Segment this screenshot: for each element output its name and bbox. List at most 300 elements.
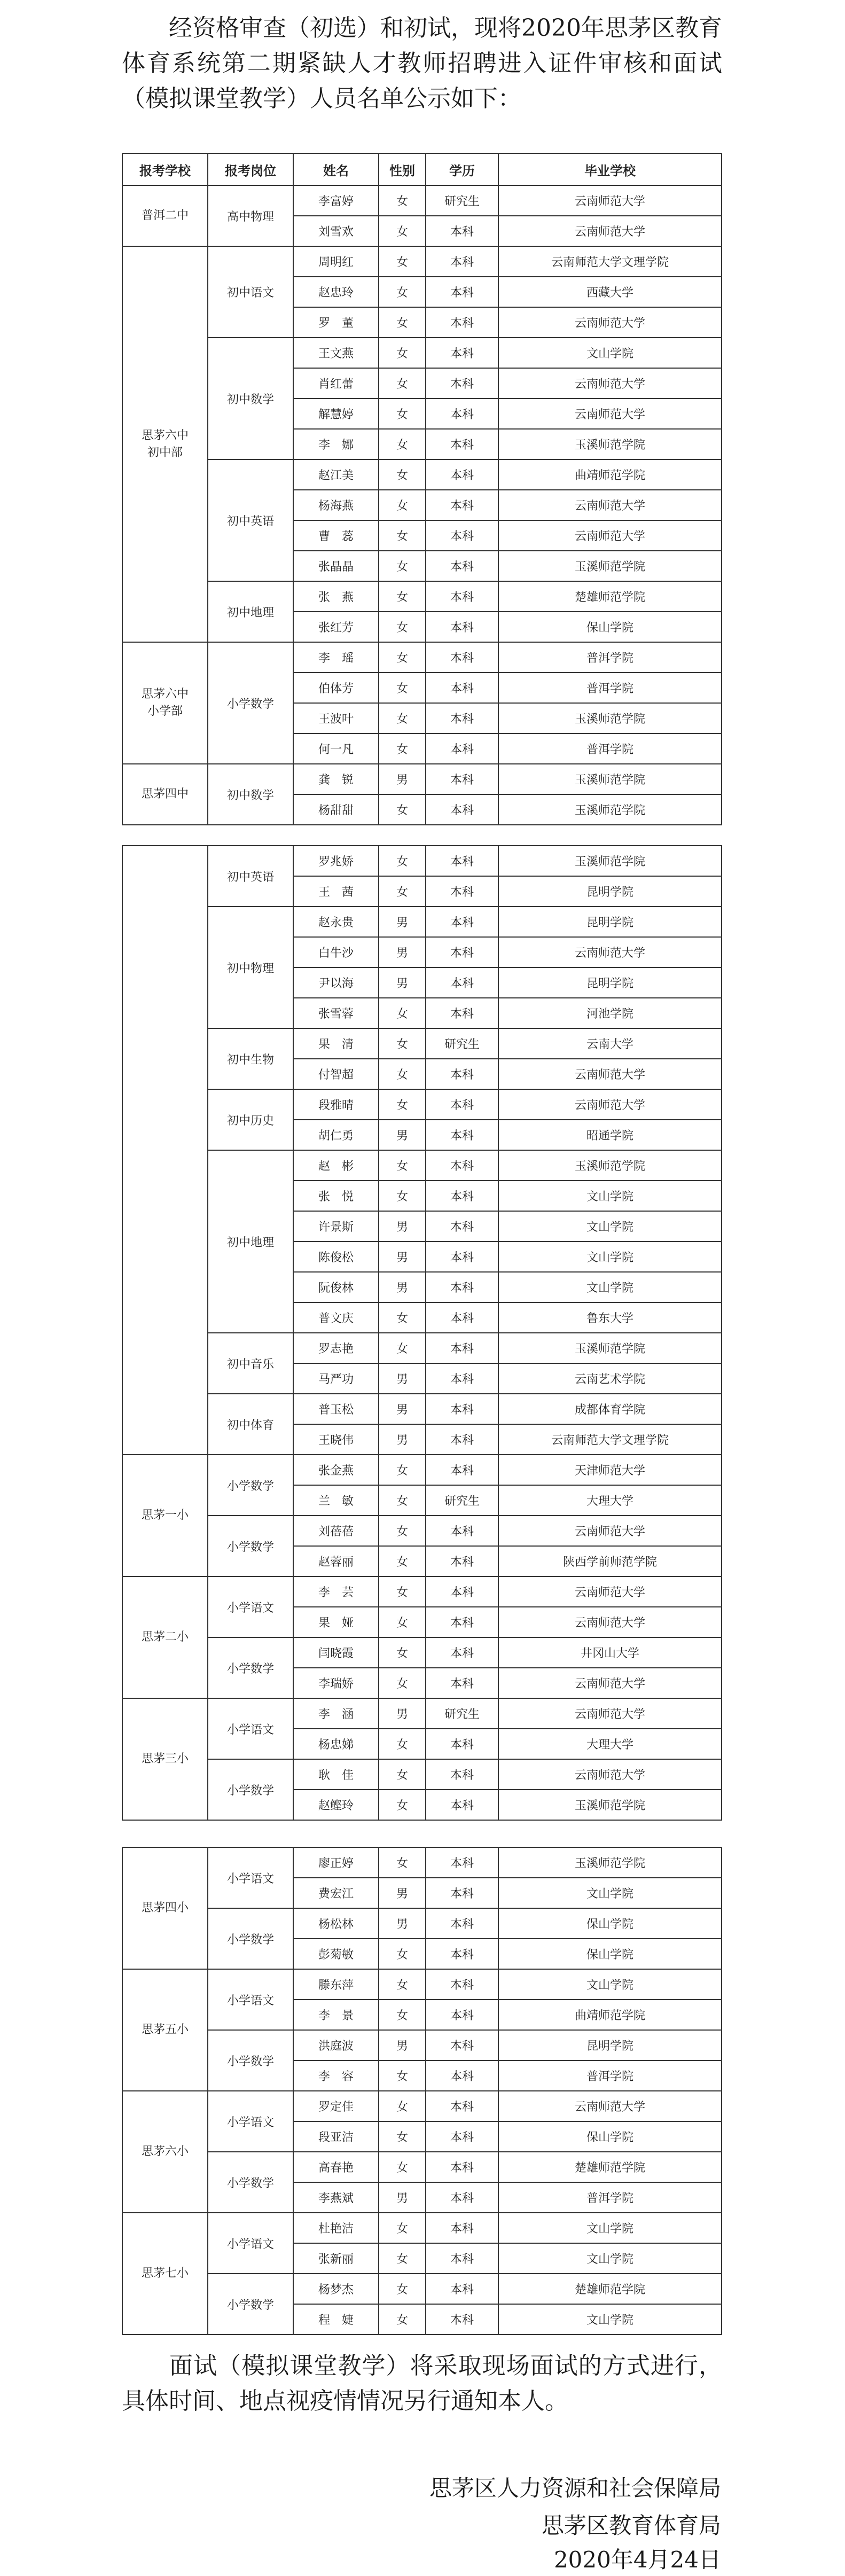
person-graduate-school: 玉溪师范学院 [498,703,722,733]
table-row [122,2030,722,2060]
closing-paragraph [122,2348,722,2419]
person-gender: 女 [379,2304,426,2335]
person-name: 赵 彬 [293,1150,379,1181]
school-cell: 思茅七小 [122,2213,208,2335]
table-row [122,2213,722,2243]
person-education: 本科 [426,703,498,733]
post-cell: 高中物理 [208,185,293,246]
person-gender: 女 [379,846,426,876]
person-name: 杨忠娣 [293,1729,379,1759]
person-graduate-school: 大理大学 [498,1485,722,1516]
person-education: 本科 [426,1181,498,1211]
person-name: 李 景 [293,2000,379,2030]
person-education: 本科 [426,1516,498,1546]
person-graduate-school: 玉溪师范学院 [498,551,722,581]
person-gender: 女 [379,520,426,551]
post-cell: 小学数学 [208,1637,293,1698]
person-name: 张雪蓉 [293,998,379,1028]
school-cell: 思茅五小 [122,1969,208,2091]
signature-org-1: 思茅区人力资源和社会保障局 [429,2475,721,2501]
column-header: 学历 [426,153,498,185]
person-graduate-school: 普洱学院 [498,642,722,673]
person-gender: 女 [379,2274,426,2304]
person-name: 彭菊敏 [293,1939,379,1969]
person-education: 研究生 [426,1028,498,1059]
school-cell [122,846,208,1455]
person-education: 本科 [426,1847,498,1878]
post-cell: 初中体育 [208,1394,293,1455]
person-name: 程 婕 [293,2304,379,2335]
person-education: 本科 [426,246,498,277]
person-name: 段亚洁 [293,2121,379,2152]
person-gender: 女 [379,1969,426,2000]
person-graduate-school: 玉溪师范学院 [498,794,722,825]
person-gender: 男 [379,1878,426,1908]
person-education: 本科 [426,998,498,1028]
table-row [122,846,722,876]
person-education: 本科 [426,1089,498,1120]
person-name: 杨甜甜 [293,794,379,825]
table-row [122,2152,722,2182]
person-graduate-school: 楚雄师范学院 [498,2152,722,2182]
person-name: 许景斯 [293,1211,379,1242]
person-education: 本科 [426,1607,498,1637]
post-cell: 小学语文 [208,1847,293,1908]
person-graduate-school: 云南师范大学 [498,307,722,338]
person-graduate-school: 文山学院 [498,1969,722,2000]
person-graduate-school: 昆明学院 [498,876,722,907]
person-education: 本科 [426,1150,498,1181]
person-education: 本科 [426,277,498,307]
table-row [122,1847,722,1878]
person-education: 本科 [426,1729,498,1759]
person-graduate-school: 云南师范大学 [498,1576,722,1607]
post-cell: 初中生物 [208,1028,293,1089]
person-graduate-school: 大理大学 [498,1729,722,1759]
person-name: 果 娅 [293,1607,379,1637]
table-row [122,1698,722,1729]
person-graduate-school: 天津师范大学 [498,1455,722,1485]
person-graduate-school: 井冈山大学 [498,1637,722,1668]
person-graduate-school: 云南师范大学文理学院 [498,246,722,277]
table-header-row [122,153,722,185]
post-cell: 小学语文 [208,1969,293,2030]
signature-org-2: 思茅区教育体育局 [541,2512,721,2539]
person-name: 罗定佳 [293,2091,379,2121]
person-gender: 女 [379,2060,426,2091]
person-name: 李燕斌 [293,2182,379,2213]
school-cell: 思茅六小 [122,2091,208,2213]
person-gender: 女 [379,338,426,368]
table-row [122,764,722,794]
school-cell: 普洱二中 [122,185,208,246]
person-graduate-school: 云南师范大学 [498,1698,722,1729]
person-gender: 女 [379,673,426,703]
person-graduate-school: 文山学院 [498,2213,722,2243]
person-education: 研究生 [426,1698,498,1729]
person-name: 李瑞娇 [293,1668,379,1698]
person-gender: 女 [379,399,426,429]
person-education: 本科 [426,551,498,581]
person-graduate-school: 玉溪师范学院 [498,1790,722,1820]
person-education: 本科 [426,673,498,703]
person-gender: 男 [379,1908,426,1939]
person-name: 果 清 [293,1028,379,1059]
school-cell: 思茅六中 初中部 [122,246,208,642]
person-gender: 女 [379,581,426,612]
post-cell: 初中数学 [208,338,293,459]
person-gender: 女 [379,277,426,307]
person-gender: 女 [379,2121,426,2152]
post-cell: 小学数学 [208,2152,293,2213]
person-gender: 女 [379,216,426,246]
person-name: 兰 敏 [293,1485,379,1516]
person-graduate-school: 云南师范大学 [498,1607,722,1637]
person-name: 肖红蕾 [293,368,379,399]
person-education: 本科 [426,1242,498,1272]
person-name: 王文燕 [293,338,379,368]
person-education: 本科 [426,1908,498,1939]
person-name: 李 涵 [293,1698,379,1729]
person-name: 张 燕 [293,581,379,612]
person-education: 本科 [426,459,498,490]
person-education: 本科 [426,399,498,429]
table-row [122,1394,722,1424]
table-row [122,581,722,612]
person-graduate-school: 云南师范大学 [498,1089,722,1120]
person-graduate-school: 昆明学院 [498,2030,722,2060]
person-graduate-school: 文山学院 [498,2304,722,2335]
person-graduate-school: 文山学院 [498,338,722,368]
person-graduate-school: 玉溪师范学院 [498,846,722,876]
person-graduate-school: 楚雄师范学院 [498,581,722,612]
person-gender: 女 [379,703,426,733]
person-graduate-school: 云南师范大学 [498,368,722,399]
person-name: 李 娜 [293,429,379,459]
person-education: 本科 [426,429,498,459]
person-gender: 男 [379,1698,426,1729]
person-graduate-school: 云南艺术学院 [498,1363,722,1394]
table-row [122,1576,722,1607]
person-education: 本科 [426,307,498,338]
person-name: 刘蓓蓓 [293,1516,379,1546]
table-row [122,1028,722,1059]
person-gender: 女 [379,490,426,520]
person-graduate-school: 普洱学院 [498,673,722,703]
person-gender: 女 [379,733,426,764]
person-name: 曹 蕊 [293,520,379,551]
person-education: 本科 [426,2243,498,2274]
person-name: 李 瑶 [293,642,379,673]
person-gender: 男 [379,1272,426,1302]
person-graduate-school: 文山学院 [498,1272,722,1302]
person-education: 本科 [426,2182,498,2213]
table-row [122,1333,722,1363]
person-education: 本科 [426,1211,498,1242]
person-graduate-school: 云南师范大学 [498,399,722,429]
person-gender: 女 [379,1516,426,1546]
person-graduate-school: 文山学院 [498,1211,722,1242]
person-graduate-school: 成都体育学院 [498,1394,722,1424]
person-name: 伯体芳 [293,673,379,703]
post-cell: 初中数学 [208,764,293,825]
person-education: 本科 [426,794,498,825]
person-education: 本科 [426,876,498,907]
person-education: 本科 [426,642,498,673]
person-gender: 女 [379,1028,426,1059]
person-name: 张晶晶 [293,551,379,581]
person-graduate-school: 保山学院 [498,612,722,642]
person-education: 本科 [426,1363,498,1394]
person-graduate-school: 昆明学院 [498,967,722,998]
person-gender: 男 [379,1363,426,1394]
person-gender: 女 [379,2091,426,2121]
table-row [122,1637,722,1668]
person-name: 赵永贵 [293,907,379,937]
person-name: 马严功 [293,1363,379,1394]
post-cell: 小学数学 [208,1516,293,1576]
person-name: 阮俊林 [293,1272,379,1302]
person-education: 本科 [426,1272,498,1302]
person-education: 研究生 [426,1485,498,1516]
roster-table-3 [122,1847,722,2335]
person-gender: 女 [379,1181,426,1211]
person-gender: 女 [379,1759,426,1790]
person-gender: 女 [379,1847,426,1878]
person-education: 本科 [426,937,498,967]
person-name: 普文庆 [293,1302,379,1333]
person-name: 杨松林 [293,1908,379,1939]
person-graduate-school: 云南师范大学 [498,1516,722,1546]
person-graduate-school: 普洱学院 [498,733,722,764]
person-gender: 女 [379,1485,426,1516]
person-graduate-school: 玉溪师范学院 [498,764,722,794]
person-name: 杨海燕 [293,490,379,520]
post-cell: 初中地理 [208,581,293,642]
person-education: 本科 [426,733,498,764]
person-name: 赵忠玲 [293,277,379,307]
person-gender: 女 [379,1668,426,1698]
person-name: 龚 锐 [293,764,379,794]
person-education: 本科 [426,1939,498,1969]
person-education: 本科 [426,1637,498,1668]
person-gender: 女 [379,612,426,642]
person-education: 本科 [426,368,498,399]
person-name: 胡仁勇 [293,1120,379,1150]
person-education: 本科 [426,907,498,937]
person-education: 本科 [426,1424,498,1455]
person-name: 张 悦 [293,1181,379,1211]
table-row [122,1516,722,1546]
person-education: 本科 [426,2030,498,2060]
person-gender: 男 [379,1120,426,1150]
post-cell: 初中英语 [208,846,293,907]
table-row [122,1089,722,1120]
person-graduate-school: 云南师范大学 [498,1059,722,1089]
column-header: 毕业学校 [498,153,722,185]
person-name: 王波叶 [293,703,379,733]
person-graduate-school: 云南师范大学 [498,1668,722,1698]
person-name: 耿 佳 [293,1759,379,1790]
school-cell: 思茅四小 [122,1847,208,1969]
person-education: 本科 [426,967,498,998]
table-row [122,1969,722,2000]
person-graduate-school: 文山学院 [498,1878,722,1908]
person-name: 罗志艳 [293,1333,379,1363]
person-gender: 女 [379,998,426,1028]
person-education: 本科 [426,1333,498,1363]
person-graduate-school: 文山学院 [498,1181,722,1211]
post-cell: 小学语文 [208,1698,293,1759]
person-gender: 女 [379,1455,426,1485]
school-cell: 思茅二小 [122,1576,208,1698]
person-name: 刘雪欢 [293,216,379,246]
table-row [122,2091,722,2121]
post-cell: 小学数学 [208,2274,293,2335]
table-row [122,1908,722,1939]
table-row [122,246,722,277]
person-gender: 女 [379,246,426,277]
person-name: 白牛沙 [293,937,379,967]
person-graduate-school: 玉溪师范学院 [498,1150,722,1181]
person-name: 李 容 [293,2060,379,2091]
person-gender: 男 [379,1394,426,1424]
post-cell: 初中音乐 [208,1333,293,1394]
person-education: 本科 [426,490,498,520]
person-graduate-school: 云南师范大学 [498,937,722,967]
person-graduate-school: 普洱学院 [498,2060,722,2091]
person-education: 本科 [426,1546,498,1576]
person-gender: 男 [379,2182,426,2213]
person-name: 高春艳 [293,2152,379,2182]
person-gender: 女 [379,2000,426,2030]
person-name: 李 芸 [293,1576,379,1607]
person-gender: 女 [379,551,426,581]
post-cell: 小学语文 [208,2091,293,2152]
person-gender: 男 [379,2030,426,2060]
table-row [122,642,722,673]
column-header: 报考学校 [122,153,208,185]
person-graduate-school: 保山学院 [498,1939,722,1969]
column-header: 报考岗位 [208,153,293,185]
person-gender: 女 [379,1576,426,1607]
person-name: 滕东萍 [293,1969,379,2000]
post-cell: 小学数学 [208,1455,293,1516]
person-gender: 女 [379,185,426,216]
person-education: 本科 [426,1455,498,1485]
person-education: 本科 [426,338,498,368]
school-cell: 思茅三小 [122,1698,208,1820]
person-name: 周明红 [293,246,379,277]
person-education: 本科 [426,581,498,612]
person-graduate-school: 文山学院 [498,1242,722,1272]
person-graduate-school: 玉溪师范学院 [498,1847,722,1878]
intro-text: 经资格审查（初选）和初试，现将2020年思茅区教育体育系统第二期紧缺人才教师招聘进入证件审核和面试（模拟课堂教学）人员名单公示如下： [122,14,722,112]
column-header: 姓名 [293,153,379,185]
column-header: 性别 [379,153,426,185]
person-education: 本科 [426,764,498,794]
person-name: 何一凡 [293,733,379,764]
person-gender: 男 [379,1424,426,1455]
person-graduate-school: 云南师范大学 [498,1759,722,1790]
person-gender: 男 [379,967,426,998]
post-cell: 小学数学 [208,2030,293,2091]
person-name: 段雅晴 [293,1089,379,1120]
person-graduate-school: 云南师范大学 [498,216,722,246]
closing-text: 面试（模拟课堂教学）将采取现场面试的方式进行，具体时间、地点视疫情情况另行通知本人。 [122,2352,722,2415]
person-gender: 女 [379,1607,426,1637]
person-gender: 女 [379,1333,426,1363]
person-education: 本科 [426,846,498,876]
table-row [122,1759,722,1790]
person-graduate-school: 普洱学院 [498,2182,722,2213]
table-row [122,338,722,368]
person-name: 洪庭波 [293,2030,379,2060]
person-gender: 女 [379,642,426,673]
person-name: 付智超 [293,1059,379,1089]
person-education: 本科 [426,1759,498,1790]
post-cell: 小学数学 [208,642,293,764]
person-name: 张红芳 [293,612,379,642]
person-graduate-school: 曲靖师范学院 [498,459,722,490]
post-cell: 小学语文 [208,2213,293,2274]
person-graduate-school: 云南师范大学 [498,2091,722,2121]
person-name: 王晓伟 [293,1424,379,1455]
table-row [122,1455,722,1485]
signature-date: 2020年4月24日 [553,2547,721,2573]
person-education: 本科 [426,612,498,642]
person-gender: 女 [379,1546,426,1576]
person-name: 尹以海 [293,967,379,998]
table-row [122,459,722,490]
person-education: 本科 [426,1668,498,1698]
table-row [122,185,722,216]
person-gender: 男 [379,1211,426,1242]
person-name: 闫晓霞 [293,1637,379,1668]
person-education: 本科 [426,2304,498,2335]
person-graduate-school: 保山学院 [498,1908,722,1939]
school-cell: 思茅六中 小学部 [122,642,208,764]
person-name: 陈俊松 [293,1242,379,1272]
post-cell: 初中地理 [208,1150,293,1333]
person-education: 本科 [426,2060,498,2091]
person-education: 研究生 [426,185,498,216]
person-graduate-school: 河池学院 [498,998,722,1028]
table-row [122,2274,722,2304]
person-name: 李富婷 [293,185,379,216]
person-gender: 女 [379,2213,426,2243]
person-graduate-school: 西藏大学 [498,277,722,307]
person-name: 普玉松 [293,1394,379,1424]
post-cell: 小学数学 [208,1759,293,1820]
person-education: 本科 [426,1394,498,1424]
person-name: 杜艳洁 [293,2213,379,2243]
person-graduate-school: 云南师范大学 [498,490,722,520]
person-education: 本科 [426,2121,498,2152]
person-gender: 男 [379,907,426,937]
person-education: 本科 [426,1120,498,1150]
post-cell: 初中历史 [208,1089,293,1150]
person-graduate-school: 玉溪师范学院 [498,1333,722,1363]
post-cell: 小学语文 [208,1576,293,1637]
person-education: 本科 [426,1969,498,2000]
person-gender: 男 [379,937,426,967]
person-name: 赵鲣玲 [293,1790,379,1820]
person-name: 张金燕 [293,1455,379,1485]
person-gender: 女 [379,2152,426,2182]
person-gender: 女 [379,2243,426,2274]
person-graduate-school: 昆明学院 [498,907,722,937]
